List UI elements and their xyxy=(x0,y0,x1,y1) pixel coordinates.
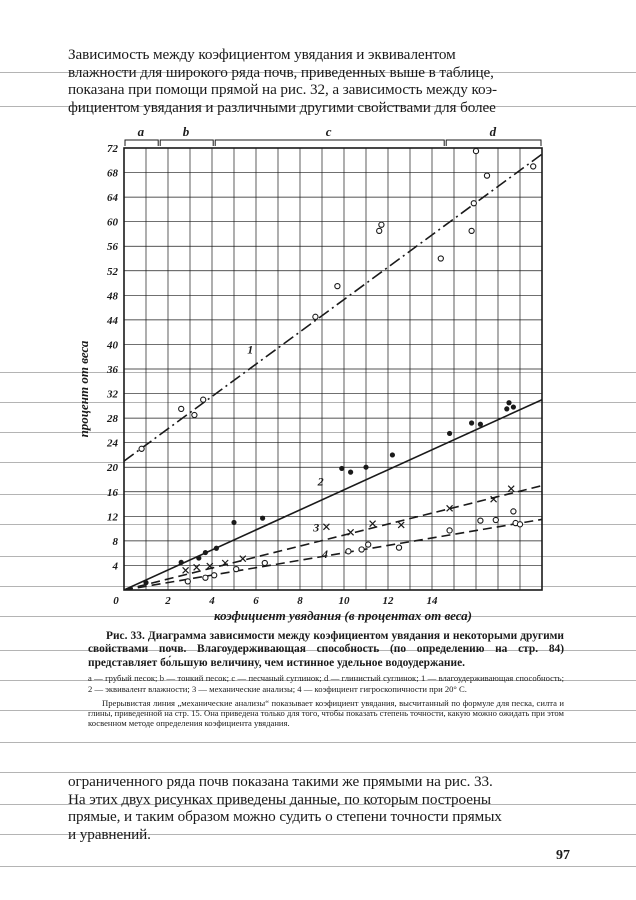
soil-range-bracket xyxy=(160,140,213,146)
y-tick-label: 64 xyxy=(107,192,118,205)
series-1-point xyxy=(531,164,536,169)
series-4-point xyxy=(203,575,208,580)
text-line: прямые, и таким образом можно судить о степени точности прямых xyxy=(68,808,502,825)
text-line: влажности для широкого ряда почв, приведенных выше в таблице, xyxy=(68,63,494,81)
y-tick-label: 12 xyxy=(107,511,118,524)
series-2-point xyxy=(511,404,516,409)
series-2-point xyxy=(203,550,208,555)
x-tick-label: 6 xyxy=(253,595,259,607)
text-line: Зависимость между коэфициентом увядания и эквивалентом xyxy=(68,46,456,63)
series-4-point xyxy=(493,517,498,522)
series-2-point xyxy=(348,470,353,475)
series-4-point xyxy=(185,579,190,584)
series-3-point xyxy=(323,524,329,530)
x-tick-label: 8 xyxy=(297,595,303,607)
text-line: На этих двух рисунках приведены данные, по которым построены xyxy=(68,790,492,808)
y-tick-label: 16 xyxy=(107,486,118,499)
x-tick-label: 10 xyxy=(338,595,350,607)
series-2-point xyxy=(390,452,395,457)
text-line: показана при помощи прямой на рис. 32, а зависимость между коэ- xyxy=(68,81,498,98)
series-4-point xyxy=(396,545,401,550)
series-1-point xyxy=(473,148,478,153)
y-axis-title: процент от веса xyxy=(76,340,91,438)
series-4-point xyxy=(234,567,239,572)
series-1-point xyxy=(438,256,443,261)
y-tick-label: 4 xyxy=(112,560,118,573)
series-4-point xyxy=(366,542,371,547)
series-4-point xyxy=(517,522,522,527)
series-2-point xyxy=(196,555,201,560)
series-3-point xyxy=(183,567,189,573)
series-2-point xyxy=(469,420,474,425)
ruled-line xyxy=(0,742,636,743)
series-1-point xyxy=(484,173,489,178)
x-tick-label: 14 xyxy=(426,595,438,607)
y-tick-label: 72 xyxy=(107,143,118,155)
y-tick-label: 60 xyxy=(107,216,118,229)
x-tick-label: 2 xyxy=(165,595,171,607)
y-tick-label: 32 xyxy=(107,388,118,401)
figure-caption xyxy=(88,630,564,729)
series-1-point xyxy=(179,406,184,411)
y-tick-label: 40 xyxy=(107,339,118,352)
y-tick-label: 24 xyxy=(107,437,118,450)
series-4-point xyxy=(346,549,351,554)
wilting-coefficient-chart xyxy=(0,118,636,638)
series-1-label: 1 xyxy=(247,342,254,357)
series-2-point xyxy=(363,465,368,470)
ruled-line xyxy=(0,866,636,867)
series-2-point xyxy=(478,422,483,427)
x-axis-title: коэфициент увядания (в процентах от веса) xyxy=(213,608,473,623)
page-number: 97 xyxy=(556,848,570,863)
text-line: ограниченного ряда почв показана такими же прямыми на рис. 33. xyxy=(68,773,493,790)
soil-range-bracket xyxy=(125,140,158,146)
caption-legend: a — грубый песок; b — тонкий песок; c — песчаный суглинок; d — глинистый суглинок; 1 — влагоудерживающая способность; 2 — эквивалент влажности; 3 — механические анализы; 4 — коэфициент гигроскопичности при 20° С. xyxy=(88,673,564,694)
x-tick-label: 0 xyxy=(113,595,119,607)
series-4-point xyxy=(212,573,217,578)
series-3-point xyxy=(348,529,354,535)
series-2-line xyxy=(124,400,542,590)
y-tick-label: 56 xyxy=(107,241,118,254)
series-2-point xyxy=(339,466,344,471)
y-tick-label: 52 xyxy=(107,265,118,278)
series-1-point xyxy=(335,284,340,289)
y-tick-label: 48 xyxy=(107,290,118,303)
series-4-point xyxy=(262,560,267,565)
intro-paragraph xyxy=(68,46,568,116)
series-2-point xyxy=(260,516,265,521)
y-tick-label: 68 xyxy=(107,167,118,180)
series-3-point xyxy=(508,486,514,492)
soil-range-label: d xyxy=(489,124,497,139)
series-3-label: 3 xyxy=(313,520,320,535)
series-1-point xyxy=(469,228,474,233)
y-tick-label: 44 xyxy=(107,314,118,327)
caption-note: Прерывистая линия „механические анализы“ показывает коэфициент увядания, высчитанный по формуле для песка, силта и глины, приведенной на стр. 15. Она приведена только для того, чтобы показать степень точности, какую можно ожидать при этом косвенном методе определения коэфициента увядания. xyxy=(88,698,564,729)
series-1-point xyxy=(201,397,206,402)
x-tick-label: 4 xyxy=(209,595,215,607)
x-tick-label: 12 xyxy=(382,595,394,607)
series-4-point xyxy=(447,528,452,533)
series-3-point xyxy=(240,556,246,562)
series-1-point xyxy=(313,314,318,319)
series-1-point xyxy=(377,228,382,233)
series-1-point xyxy=(192,412,197,417)
caption-main: Рис. 33. Диаграмма зависимости между коэфициентом увядания и некоторыми другими свойствами почв. Влагоудерживающая способность (по определению на стр. 84) представляет бо́льшую величину, чем истинное удельное водоудержание. xyxy=(88,630,564,669)
soil-range-bracket xyxy=(215,140,444,146)
series-1-point xyxy=(379,222,384,227)
series-2-point xyxy=(214,546,219,551)
series-1-point xyxy=(471,201,476,206)
series-3-point xyxy=(398,522,404,528)
text-line: и уравнений. xyxy=(68,825,151,843)
y-tick-label: 20 xyxy=(107,462,118,475)
y-tick-label: 28 xyxy=(107,413,118,426)
series-3-line xyxy=(124,486,542,590)
series-1-line xyxy=(124,154,542,461)
series-4-point xyxy=(511,509,516,514)
outro-paragraph xyxy=(68,773,568,843)
y-tick-label: 8 xyxy=(112,535,118,548)
series-2-point xyxy=(504,406,509,411)
soil-range-label: a xyxy=(137,124,145,139)
soil-range-label: b xyxy=(182,124,190,139)
series-2-point xyxy=(447,431,452,436)
y-tick-label: 36 xyxy=(107,364,118,376)
soil-range-label: c xyxy=(325,124,332,139)
series-2-point xyxy=(506,400,511,405)
series-3-point xyxy=(370,521,376,527)
series-1-point xyxy=(139,446,144,451)
series-2-label: 2 xyxy=(317,474,324,489)
soil-range-bracket xyxy=(446,140,541,146)
series-4-label: 4 xyxy=(322,547,328,562)
series-4-point xyxy=(478,518,483,523)
series-4-point xyxy=(359,547,364,552)
text-line: фициентом увядания и различными другими свойствами для более xyxy=(68,98,496,116)
series-2-point xyxy=(179,560,184,565)
series-2-point xyxy=(231,520,236,525)
